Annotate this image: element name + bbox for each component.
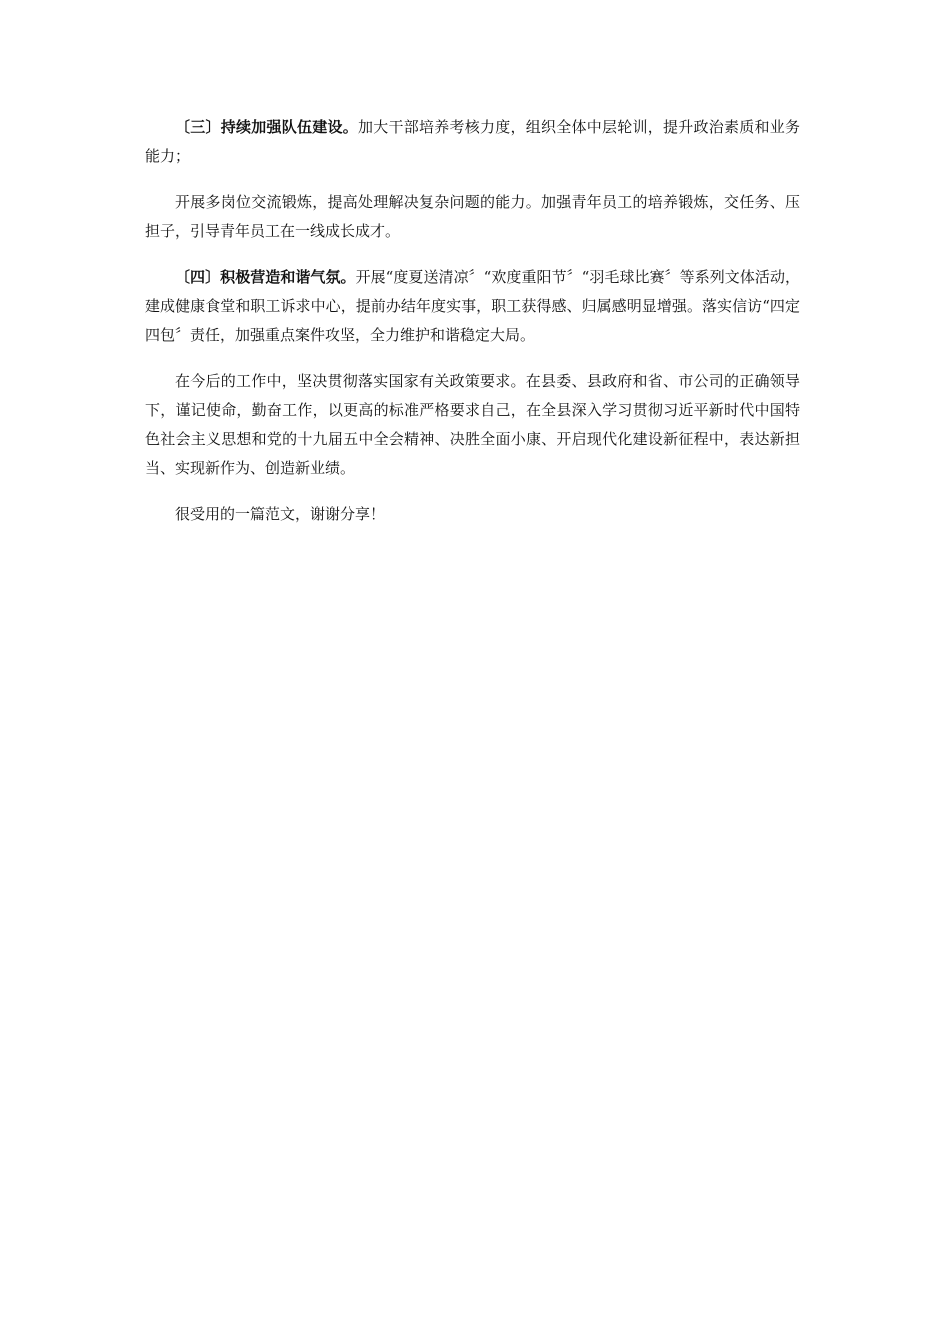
paragraph-text: 加大干部培养考核力度，组织全体中层轮训，提升政治素质和业务能力； <box>145 118 800 165</box>
paragraph-text: 开展多岗位交流锻炼，提高处理解决复杂问题的能力。加强青年员工的培养锻炼，交任务、压担子，引导青年员工在一线成长成才。 <box>145 193 800 240</box>
paragraph-text: 开展“度夏送清凉〞“欢度重阳节〞“羽毛球比赛〞等系列文体活动，建成健康食堂和职工诉求中心，提前办结年度实事，职工获得感、归属感明显增强。落实信访“四定四包〞责任，加强重点案件攻坚，全力维护和谐稳定大局。 <box>145 268 800 344</box>
paragraph-text: 很受用的一篇范文，谢谢分享！ <box>175 505 386 523</box>
paragraph-closing-comment <box>145 500 800 529</box>
paragraph-heading: 〔三〕持续加强队伍建设。 <box>175 118 358 136</box>
paragraph-harmony <box>145 263 800 350</box>
paragraph-text: 在今后的工作中，坚决贯彻落实国家有关政策要求。在县委、县政府和省、市公司的正确领导下，谨记使命，勤奋工作，以更高的标准严格要求自己，在全县深入学习贯彻习近平新时代中国特色社会主义思想和党的十九届五中全会精神、决胜全面小康、开启现代化建设新征程中，表达新担当、实现新作为、创造新业绩。 <box>145 372 800 477</box>
document-body <box>145 113 800 546</box>
paragraph-job-rotation <box>145 188 800 246</box>
paragraph-heading: 〔四〕积极营造和谐气氛。 <box>175 268 356 286</box>
paragraph-future-work <box>145 367 800 483</box>
paragraph-team-building <box>145 113 800 171</box>
